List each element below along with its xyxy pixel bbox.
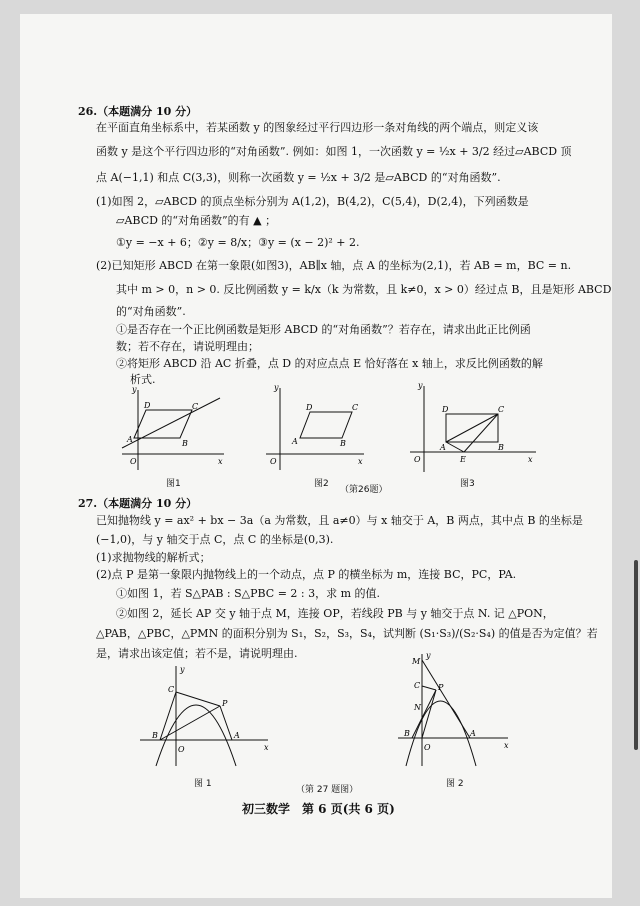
- q27-part2-d: 是，请求出该定值；若不是，请说明理由.: [96, 647, 298, 660]
- svg-text:E: E: [460, 455, 466, 464]
- q26-fig3-caption: 图3: [460, 479, 475, 489]
- svg-text:M: M: [412, 657, 421, 666]
- q26-fig2-caption: 图2: [314, 479, 329, 489]
- svg-text:y: y: [418, 381, 423, 390]
- q26-line1: 在平面直角坐标系中，若某函数 y 的图象经过平行四边形一条对角线的两个端点，则定义该: [96, 121, 539, 134]
- svg-text:O: O: [130, 457, 137, 466]
- q26-part2-b: 其中 m > 0，n > 0. 反比例函数 y = k/x（k 为常数，且 k≠0，x > 0）经过点 B，且是矩形 ABCD: [116, 283, 612, 296]
- svg-text:D: D: [306, 403, 313, 412]
- q26-part2-g: 析式.: [130, 373, 156, 386]
- svg-text:D: D: [144, 401, 151, 410]
- svg-text:x: x: [218, 457, 223, 466]
- svg-text:C: C: [192, 402, 199, 411]
- svg-text:P: P: [438, 683, 444, 692]
- q26-part2-a: (2)已知矩形 ABCD 在第一象限(如图3)，AB∥x 轴，点 A 的坐标为(2,1)，若 AB = m，BC = n.: [96, 259, 572, 272]
- svg-text:y: y: [426, 651, 431, 660]
- q26-figure-caption: （第26题）: [340, 485, 388, 495]
- svg-text:A: A: [440, 443, 446, 452]
- svg-text:C: C: [498, 405, 505, 414]
- q26-line3: 点 A(−1,1) 和点 C(3,3)，则称一次函数 y = ½x + 3/2 是▱ABCD 的“对角函数”.: [96, 171, 501, 184]
- svg-text:B: B: [404, 729, 410, 738]
- svg-text:y: y: [132, 385, 137, 394]
- svg-text:O: O: [414, 455, 421, 464]
- q26-figure-1: [108, 382, 228, 474]
- q26-part1-c: ①y = −x + 6；②y = 8/x；③y = (x − 2)² + 2.: [116, 236, 360, 249]
- q26-fig1-caption: 图1: [166, 479, 181, 489]
- exam-page: [20, 14, 612, 898]
- q26-part2-d: ①是否存在一个正比例函数是矩形 ABCD 的“对角函数”？若存在，请求出此正比例函: [116, 323, 531, 336]
- q26-part2-e: 数；若不存在，请说明理由；: [116, 340, 259, 353]
- q27-line1: 已知抛物线 y = ax² + bx − 3a（a 为常数，且 a≠0）与 x 轴交于 A，B 两点，其中点 B 的坐标是: [96, 514, 583, 527]
- svg-text:O: O: [270, 457, 277, 466]
- svg-text:y: y: [180, 665, 185, 674]
- svg-text:B: B: [498, 443, 504, 452]
- page-footer: 初三数学 第 6 页(共 6 页): [242, 802, 395, 816]
- svg-text:B: B: [182, 439, 188, 448]
- svg-text:A: A: [292, 437, 298, 446]
- svg-text:D: D: [442, 405, 449, 414]
- svg-text:A: A: [127, 435, 133, 444]
- svg-text:P: P: [222, 699, 228, 708]
- q27-line2: (−1,0)，与 y 轴交于点 C，点 C 的坐标是(0,3).: [96, 533, 334, 546]
- svg-text:N: N: [414, 703, 421, 712]
- svg-text:C: C: [352, 403, 359, 412]
- svg-text:A: A: [234, 731, 240, 740]
- svg-text:C: C: [414, 681, 421, 690]
- svg-text:O: O: [178, 745, 185, 754]
- q27-figure-2: [392, 646, 512, 770]
- q26-figure-2: [256, 382, 366, 474]
- svg-text:O: O: [424, 743, 431, 752]
- q26-part2-c: 的“对角函数”.: [116, 305, 186, 318]
- q27-part2-a: ①如图 1，若 S△PAB : S△PBC = 2 : 3，求 m 的值.: [116, 587, 381, 600]
- q27-fig1-caption: 图 1: [194, 779, 212, 789]
- svg-text:y: y: [274, 383, 279, 392]
- q27-figure-1: [134, 662, 274, 770]
- q26-line2: 函数 y 是这个平行四边形的“对角函数”. 例如：如图 1，一次函数 y = ½x + 3/2 经过▱ABCD 顶: [96, 145, 572, 158]
- q27-title: 27.（本题满分 10 分）: [78, 497, 198, 510]
- svg-text:B: B: [340, 439, 346, 448]
- q27-figure-caption: （第 27 题图）: [296, 785, 359, 795]
- svg-text:C: C: [168, 685, 175, 694]
- q27-part2: (2)点 P 是第一象限内抛物线上的一个动点，点 P 的横坐标为 m，连接 BC，PC，PA.: [96, 568, 517, 581]
- svg-text:x: x: [264, 743, 269, 752]
- q26-part1-b: ▱ABCD 的“对角函数”的有 ▲ ；: [116, 214, 277, 227]
- svg-text:A: A: [470, 729, 476, 738]
- scrollbar[interactable]: [634, 560, 638, 750]
- q27-part2-c: △PAB，△PBC，△PMN 的面积分别为 S₁，S₂，S₃，S₄，试判断 (S₁·S₃)/(S₂·S₄) 的值是否为定值？若: [96, 627, 598, 640]
- svg-text:B: B: [152, 731, 158, 740]
- q27-part1: (1)求抛物线的解析式；: [96, 551, 211, 564]
- q26-part1-a: (1)如图 2，▱ABCD 的顶点坐标分别为 A(1,2)，B(4,2)，C(5,4)，D(2,4)，下列函数是: [96, 195, 529, 208]
- q26-figure-3: [402, 380, 538, 476]
- q27-fig2-caption: 图 2: [446, 779, 464, 789]
- q27-part2-b: ②如图 2，延长 AP 交 y 轴于点 M，连接 OP，若线段 PB 与 y 轴交于点 N. 记 △PON，: [116, 607, 554, 620]
- svg-text:x: x: [504, 741, 509, 750]
- svg-text:x: x: [358, 457, 363, 466]
- svg-text:x: x: [528, 455, 533, 464]
- q26-part2-f: ②将矩形 ABCD 沿 AC 折叠，点 D 的对应点点 E 恰好落在 x 轴上，求反比例函数的解: [116, 357, 543, 370]
- q26-title: 26.（本题满分 10 分）: [78, 105, 198, 118]
